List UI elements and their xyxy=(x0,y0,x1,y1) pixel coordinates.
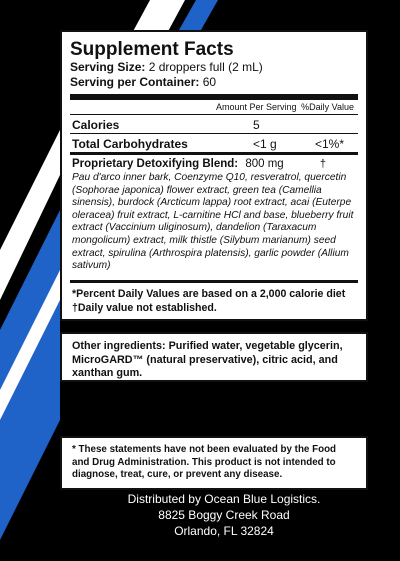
facts-title: Supplement Facts xyxy=(70,39,234,60)
blend-dagger: † xyxy=(319,158,326,170)
footnote-dv: *Percent Daily Values are based on a 2,000 calorie diet xyxy=(72,288,346,300)
other-ingredients-panel xyxy=(60,332,368,382)
footnotes xyxy=(70,283,358,315)
disclaimer-text: * These statements have not been evaluated by the Food and Drug Administration. This product is not intended to diagnose, treat, cure, or prevent any disease. xyxy=(72,444,337,480)
col-amount: Amount Per Serving xyxy=(216,102,297,112)
blend-label: Proprietary Detoxifying Blend: xyxy=(72,158,239,170)
nutrient-row: Total Carbohydrates <1 g <1%* xyxy=(72,137,344,151)
distributor-info xyxy=(100,491,348,539)
distributor-city: Orlando, FL 32824 xyxy=(174,524,274,538)
column-header xyxy=(70,100,358,114)
footnote-dagger: †Daily value not established. xyxy=(72,302,217,314)
fda-disclaimer-panel xyxy=(60,436,368,490)
nutrient-row: Calories 5 xyxy=(72,118,260,132)
distributor-line: Distributed by Ocean Blue Logistics. xyxy=(127,492,321,506)
supplement-facts-panel xyxy=(60,30,368,321)
distributor-address: 8825 Boggy Creek Road xyxy=(158,508,290,522)
serving-size: Serving Size: 2 droppers full (2 mL) xyxy=(70,60,263,74)
blend-amount: 800 mg xyxy=(245,158,284,170)
blend-ingredients: Pau d'arco inner bark, Coenzyme Q10, resveratrol, quercetin (Sophorae japonica) flower extract, green tea (Camellia sinensis), burdock (Arcticum lappa) root extract, acai (Euterpe oleracea) fruit extract, L-carnitine HCl and base, blueberry fruit extract (Vaccinium uliginosum), dandelion (Taraxacum mongolicum) extract, milk thistle (Silybum marianum) seed extract, spirulina (Arthrospira platensis), garlic powder (Allium sativum) xyxy=(72,172,354,272)
other-ingredients-text: Other ingredients: Purified water, vegetable glycerin, MicroGARD™ (natural preservative), citric acid, and xanthan gum. xyxy=(72,340,343,379)
proprietary-blend xyxy=(70,155,358,280)
col-dv: %Daily Value xyxy=(301,102,354,112)
servings-per-container: Serving per Container: 60 xyxy=(70,75,217,89)
